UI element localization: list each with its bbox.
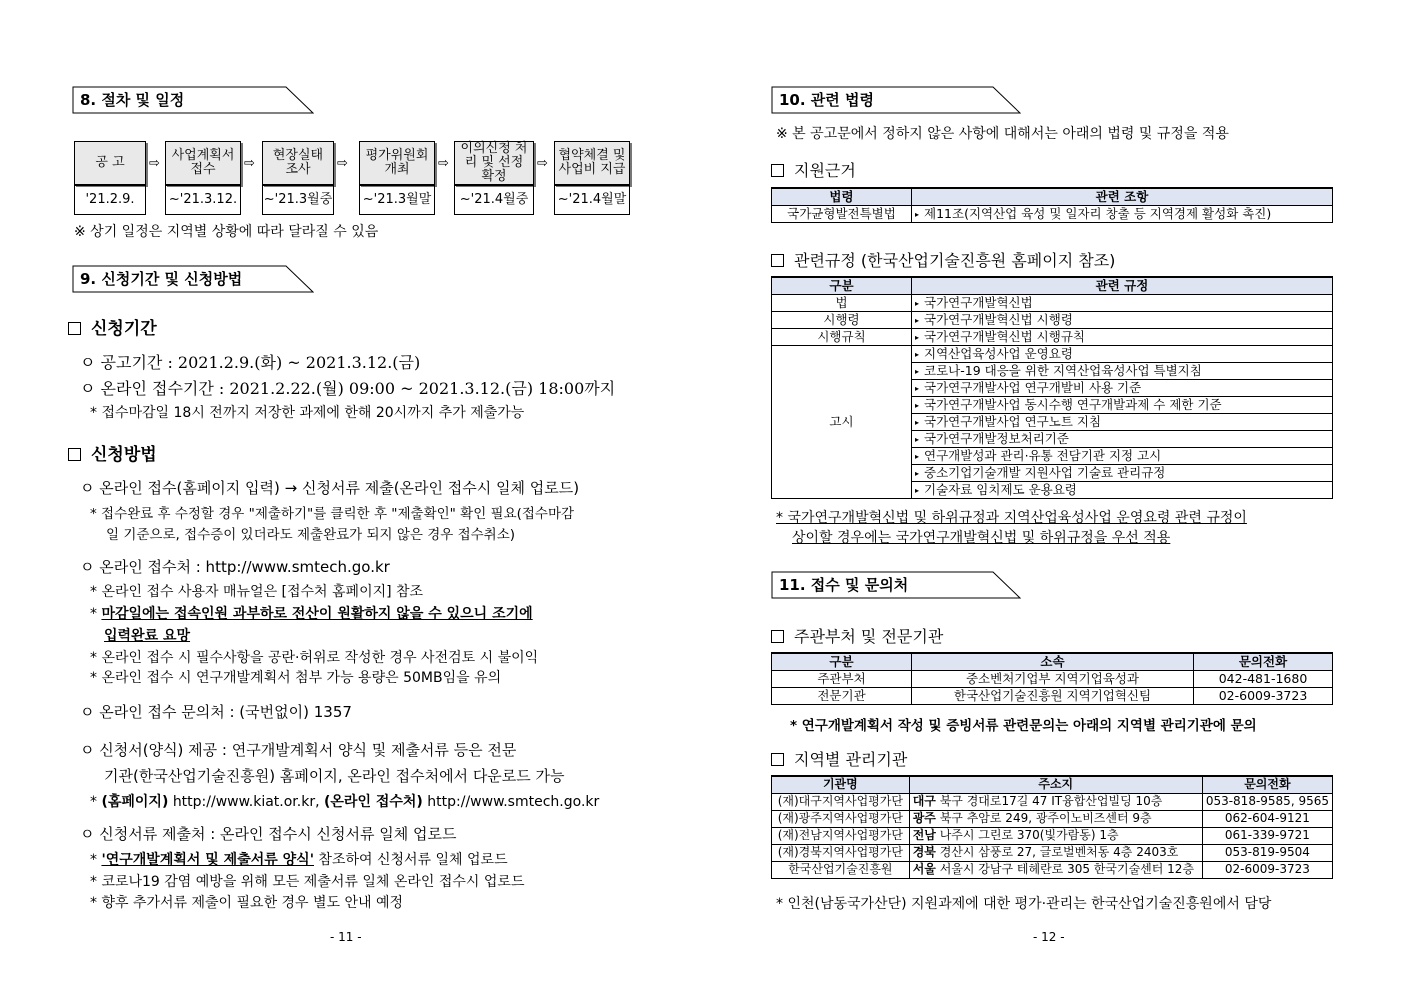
checkbox-square-icon bbox=[771, 254, 784, 267]
page-11 bbox=[0, 0, 700, 992]
basis-col-law: 법령 bbox=[772, 188, 912, 205]
checkbox-square-icon bbox=[68, 322, 81, 335]
basis-col-article: 관련 조항 bbox=[912, 188, 1333, 205]
region-phone: 053-819-9504 bbox=[1202, 844, 1332, 861]
dept-table bbox=[771, 652, 1333, 705]
reg-notice-item: ▸ 지역산업육성사업 운영요령 bbox=[912, 345, 1333, 362]
method-2-note-2a: * 마감일에는 접속인원 과부하로 전산이 원활하지 않을 수 있으니 조기에 bbox=[90, 606, 533, 622]
period-note: * 접수마감일 18시 전까지 저장한 과제에 한해 20시까지 추가 제출가능 bbox=[90, 405, 525, 421]
method-2-note-2b: 입력완료 요망 bbox=[104, 628, 191, 644]
step-box: 공 고 bbox=[74, 141, 146, 185]
region-name: 전남 bbox=[912, 828, 936, 842]
region-org: (재)경북지역사업평가단 bbox=[772, 844, 910, 861]
section-9-header bbox=[72, 265, 314, 293]
table-row bbox=[772, 793, 1333, 810]
region-note: * 인천(남동국가산단) 지원과제에 대한 평가·관리는 한국산업기술진흥원에서 담당 bbox=[776, 896, 1272, 912]
dept-col-org: 소속 bbox=[912, 653, 1194, 670]
schedule-note: ※ 상기 일정은 지역별 상황에 따라 달라질 수 있음 bbox=[74, 224, 379, 240]
step-date: ~'21.4월중 bbox=[454, 185, 534, 215]
method-2-note-3: * 온라인 접수 시 필수사항을 공란·허위로 작성한 경우 사전검토 시 불이익 bbox=[90, 650, 539, 666]
basis-article: ▸ 제11조(지역산업 육성 및 일자리 창출 등 지역경제 활성화 촉진) bbox=[912, 205, 1333, 222]
step-box: 사업계획서 접수 bbox=[165, 141, 241, 185]
triangle-bullet-icon: ▸ bbox=[915, 349, 920, 359]
reg-notice-item: ▸ 중소기업기술개발 지원사업 기술료 관리규정 bbox=[912, 464, 1333, 481]
region-heading: 지역별 관리기관 bbox=[771, 747, 907, 770]
region-name: 광주 bbox=[912, 811, 936, 825]
arrow-right-icon: ⇨ bbox=[438, 156, 449, 171]
step-date: ~'21.3월말 bbox=[359, 185, 435, 215]
region-address: 전남 나주시 그린로 370(빛가람동) 1층 bbox=[909, 827, 1202, 844]
method-heading: 신청방법 bbox=[68, 440, 157, 465]
arrow-right-icon: ⇨ bbox=[149, 156, 160, 171]
reg-notice-item: ▸ 코로나-19 대응을 위한 지역산업육성사업 특별지침 bbox=[912, 362, 1333, 379]
method-item-2: ㅇ 온라인 접수처 : http://www.smtech.go.kr bbox=[80, 558, 390, 576]
page-number-11: - 11 - bbox=[330, 930, 362, 944]
dept-note: * 연구개발계획서 작성 및 증빙서류 관련문의는 아래의 지역별 관리기관에 문의 bbox=[790, 718, 1257, 734]
reg-notice-item: ▸ 국가연구개발사업 동시수행 연구개발과제 수 제한 기준 bbox=[912, 396, 1333, 413]
arrow-right-icon: ⇨ bbox=[244, 156, 255, 171]
triangle-bullet-icon: ▸ bbox=[915, 209, 920, 219]
step-date: ~'21.4월말 bbox=[554, 185, 630, 215]
region-address: 대구 북구 경대로17길 47 IT융합산업빌딩 10층 bbox=[909, 793, 1202, 810]
reg-type-decree: 시행령 bbox=[772, 311, 912, 328]
checkbox-square-icon bbox=[771, 164, 784, 177]
basis-law: 국가균형발전특별법 bbox=[772, 205, 912, 222]
period-item-2: ㅇ 온라인 접수기간 : 2021.2.22.(월) 09:00 ~ 2021.3.12.(금) 18:00까지 bbox=[80, 379, 616, 398]
region-address: 경북 경산시 삼풍로 27, 글로벌벤처동 4층 2403호 bbox=[909, 844, 1202, 861]
page-number-12: - 12 - bbox=[1033, 930, 1065, 944]
table-row bbox=[772, 844, 1333, 861]
region-col-org: 기관명 bbox=[772, 776, 910, 793]
basis-heading: 지원근거 bbox=[771, 158, 856, 181]
method-2-note-1: * 온라인 접수 사용자 매뉴얼은 [접수처 홈페이지] 참조 bbox=[90, 584, 424, 600]
step-box: 평가위원회 개최 bbox=[359, 141, 435, 185]
checkbox-square-icon bbox=[68, 448, 81, 461]
region-org: (재)대구지역사업평가단 bbox=[772, 793, 910, 810]
dept-heading: 주관부처 및 전문기관 bbox=[771, 624, 943, 647]
triangle-bullet-icon: ▸ bbox=[915, 485, 920, 495]
triangle-bullet-icon: ▸ bbox=[915, 468, 920, 478]
method-1-note-b: 일 기준으로, 접수증이 있더라도 제출완료가 되지 않은 경우 접수취소) bbox=[106, 527, 516, 543]
table-row: 주관부처 중소벤처기업부 지역기업육성과 042-481-1680 bbox=[772, 670, 1333, 687]
step-date: ~'21.3월중 bbox=[262, 185, 334, 215]
region-phone: 02-6009-3723 bbox=[1202, 861, 1332, 878]
region-org: 한국산업기술진흥원 bbox=[772, 861, 910, 878]
checkbox-square-icon bbox=[771, 753, 784, 766]
step-box: 협약체결 및 사업비 지급 bbox=[554, 141, 630, 185]
reg-notice-item: ▸ 국가연구개발사업 연구노트 지침 bbox=[912, 413, 1333, 430]
region-col-address: 주소지 bbox=[909, 776, 1202, 793]
table-row bbox=[772, 810, 1333, 827]
reg-notice-item: ▸ 기술자료 임치제도 운용요령 bbox=[912, 481, 1333, 498]
method-5-note-2: * 코로나19 감염 예방을 위해 모든 제출서류 일체 온라인 접수시 업로드 bbox=[90, 874, 525, 890]
reg-note-b: 상이할 경우에는 국가연구개발혁신법 및 하위규정을 우선 적용 bbox=[792, 530, 1171, 546]
triangle-bullet-icon: ▸ bbox=[915, 332, 920, 342]
step-date: ~'21.3.12. bbox=[165, 185, 241, 215]
reg-type-rule: 시행규칙 bbox=[772, 328, 912, 345]
arrow-right-icon: ⇨ bbox=[537, 156, 548, 171]
region-org: (재)광주지역사업평가단 bbox=[772, 810, 910, 827]
section-9-title: 9. 신청기간 및 신청방법 bbox=[80, 270, 243, 288]
page-12 bbox=[700, 0, 1403, 992]
triangle-bullet-icon: ▸ bbox=[915, 451, 920, 461]
arrow-right-icon: ⇨ bbox=[337, 156, 348, 171]
triangle-bullet-icon: ▸ bbox=[915, 315, 920, 325]
reg-rule-law: ▸ 국가연구개발혁신법 bbox=[912, 294, 1333, 311]
reg-notice-item: ▸ 연구개발성과 관리·유통 전담기관 지정 고시 bbox=[912, 447, 1333, 464]
step-date: '21.2.9. bbox=[74, 185, 146, 215]
triangle-bullet-icon: ▸ bbox=[915, 434, 920, 444]
triangle-bullet-icon: ▸ bbox=[915, 417, 920, 427]
period-heading: 신청기간 bbox=[68, 314, 157, 339]
law-note: ※ 본 공고문에서 정하지 않은 사항에 대해서는 아래의 법령 및 규정을 적용 bbox=[776, 126, 1229, 142]
section-8-title: 8. 절차 및 일정 bbox=[80, 91, 185, 109]
method-5-note-1: * '연구개발계획서 및 제출서류 양식' 참조하여 신청서류 일체 업로드 bbox=[90, 852, 508, 868]
reg-col-rule: 관련 규정 bbox=[912, 277, 1333, 294]
method-item-1: ㅇ 온라인 접수(홈페이지 입력) → 신청서류 제출(온라인 접수시 일체 업로드) bbox=[80, 479, 580, 497]
reg-type-law: 법 bbox=[772, 294, 912, 311]
region-table bbox=[771, 775, 1333, 879]
region-phone: 062-604-9121 bbox=[1202, 810, 1332, 827]
reg-note-a: * 국가연구개발혁신법 및 하위규정과 지역산업육성사업 운영요령 관련 규정이 bbox=[776, 510, 1247, 526]
region-phone: 053-818-9585, 9565 bbox=[1202, 793, 1332, 810]
method-2-note-4: * 온라인 접수 시 연구개발계획서 첨부 가능 용량은 50MB임을 유의 bbox=[90, 670, 502, 686]
method-4-note: * (홈페이지) http://www.kiat.or.kr, (온라인 접수처) http://www.smtech.go.kr bbox=[90, 794, 600, 810]
table-row bbox=[772, 827, 1333, 844]
step-box: 현장실태 조사 bbox=[262, 141, 334, 185]
section-10-title: 10. 관련 법령 bbox=[779, 91, 874, 109]
step-box: 이의신청 처리 및 선정 확정 bbox=[454, 141, 534, 185]
regulation-heading: 관련규정 (한국산업기술진흥원 홈페이지 참조) bbox=[771, 248, 1115, 271]
triangle-bullet-icon: ▸ bbox=[915, 366, 920, 376]
method-item-4a: ㅇ 신청서(양식) 제공 : 연구개발계획서 양식 및 제출서류 등은 전문 bbox=[80, 741, 517, 759]
region-address: 서울 서울시 강남구 테헤란로 305 한국기술센터 12층 bbox=[909, 861, 1202, 878]
basis-table bbox=[771, 187, 1333, 223]
method-5-note-3: * 향후 추가서류 제출이 필요한 경우 별도 안내 예정 bbox=[90, 895, 404, 911]
triangle-bullet-icon: ▸ bbox=[915, 400, 920, 410]
reg-rule-rule: ▸ 국가연구개발혁신법 시행규칙 bbox=[912, 328, 1333, 345]
triangle-bullet-icon: ▸ bbox=[915, 298, 920, 308]
method-1-note-a: * 접수완료 후 수정할 경우 "제출하기"를 클릭한 후 "제출확인" 확인 필요(접수마감 bbox=[90, 506, 575, 522]
reg-notice-item: ▸ 국가연구개발사업 연구개발비 사용 기준 bbox=[912, 379, 1333, 396]
region-org: (재)전남지역사업평가단 bbox=[772, 827, 910, 844]
method-item-4b: 기관(한국산업기술진흥원) 홈페이지, 온라인 접수처에서 다운로드 가능 bbox=[104, 767, 565, 785]
reg-col-type: 구분 bbox=[772, 277, 912, 294]
reg-type-notice: 고시 bbox=[772, 345, 912, 498]
period-item-1: ㅇ 공고기간 : 2021.2.9.(화) ~ 2021.3.12.(금) bbox=[80, 353, 421, 372]
triangle-bullet-icon: ▸ bbox=[915, 383, 920, 393]
region-address: 광주 북구 추암로 249, 광주이노비즈센터 9층 bbox=[909, 810, 1202, 827]
dept-col-type: 구분 bbox=[772, 653, 912, 670]
section-10-header bbox=[771, 86, 1021, 114]
regulation-table bbox=[771, 276, 1333, 499]
table-row bbox=[772, 861, 1333, 878]
region-name: 대구 bbox=[912, 794, 936, 808]
table-row: 전문기관 한국산업기술진흥원 지역기업혁신팀 02-6009-3723 bbox=[772, 687, 1333, 704]
region-name: 경북 bbox=[912, 845, 936, 859]
method-item-3: ㅇ 온라인 접수 문의처 : (국번없이) 1357 bbox=[80, 703, 352, 721]
section-11-title: 11. 접수 및 문의처 bbox=[779, 576, 909, 594]
checkbox-square-icon bbox=[771, 630, 784, 643]
reg-rule-decree: ▸ 국가연구개발혁신법 시행령 bbox=[912, 311, 1333, 328]
region-phone: 061-339-9721 bbox=[1202, 827, 1332, 844]
method-item-5: ㅇ 신청서류 제출처 : 온라인 접수시 신청서류 일체 업로드 bbox=[80, 825, 457, 843]
section-11-header bbox=[771, 571, 1021, 599]
section-8-header bbox=[72, 86, 314, 114]
region-col-phone: 문의전화 bbox=[1202, 776, 1332, 793]
region-name: 서울 bbox=[912, 862, 936, 876]
dept-col-phone: 문의전화 bbox=[1194, 653, 1333, 670]
table-row bbox=[772, 345, 1333, 362]
reg-notice-item: ▸ 국가연구개발정보처리기준 bbox=[912, 430, 1333, 447]
